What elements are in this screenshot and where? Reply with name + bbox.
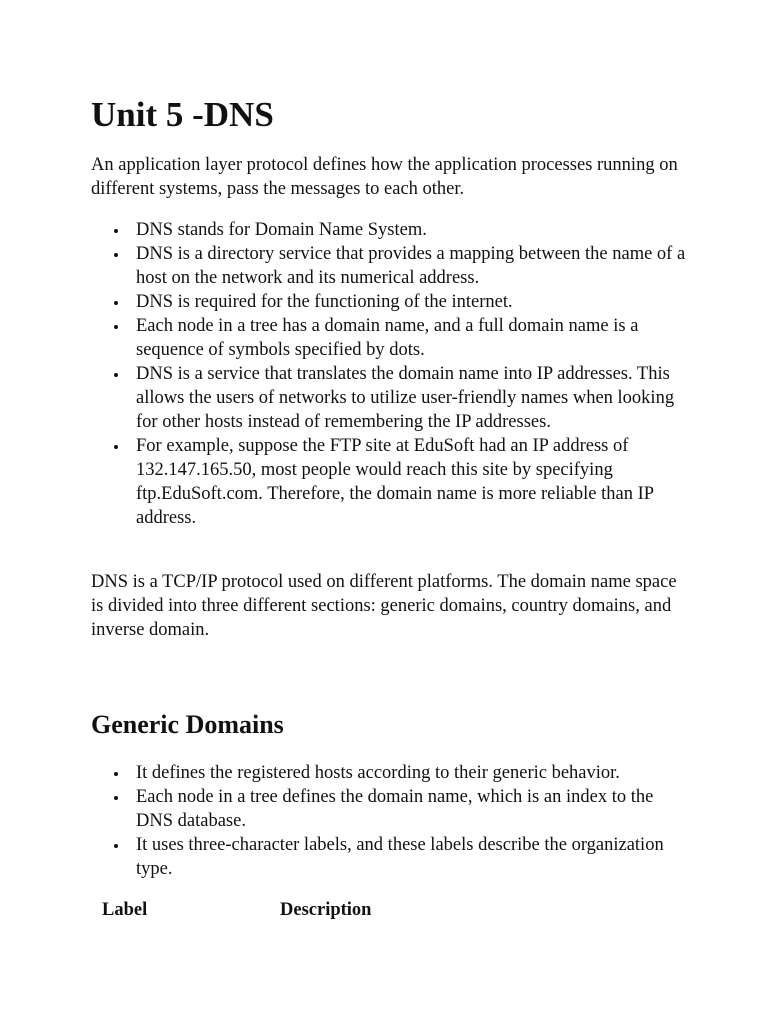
dns-points-list	[91, 218, 691, 530]
list-item: DNS is required for the functioning of the internet.	[91, 290, 691, 314]
list-item: For example, suppose the FTP site at EduSoft had an IP address of 132.147.165.50, most people would reach this site by specifying ftp.EduSoft.com. Therefore, the domain name is more reliable than IP address.	[91, 434, 691, 530]
list-item: It defines the registered hosts according to their generic behavior.	[91, 761, 691, 785]
list-item: Each node in a tree has a domain name, and a full domain name is a sequence of symbols specified by dots.	[91, 314, 691, 362]
table-header-label: Label	[102, 900, 148, 920]
list-item: DNS is a directory service that provides a mapping between the name of a host on the network and its numerical address.	[91, 242, 691, 290]
list-item: It uses three-character labels, and these labels describe the organization type.	[91, 833, 691, 881]
list-item: Each node in a tree defines the domain name, which is an index to the DNS database.	[91, 785, 691, 833]
platform-paragraph: DNS is a TCP/IP protocol used on different platforms. The domain name space is divided into three different sections: generic domains, country domains, and inverse domain.	[91, 572, 677, 640]
generic-points-list	[91, 761, 691, 881]
page-title: Unit 5 -DNS	[91, 95, 274, 134]
generic-domains-heading: Generic Domains	[91, 710, 284, 739]
table-header-description: Description	[280, 900, 372, 920]
intro-paragraph: An application layer protocol defines how the application processes running on different systems, pass the messages to each other.	[91, 155, 678, 199]
list-item: DNS is a service that translates the domain name into IP addresses. This allows the users of networks to utilize user-friendly names when looking for other hosts instead of remembering the IP addresses.	[91, 362, 691, 434]
list-item: DNS stands for Domain Name System.	[91, 218, 691, 242]
